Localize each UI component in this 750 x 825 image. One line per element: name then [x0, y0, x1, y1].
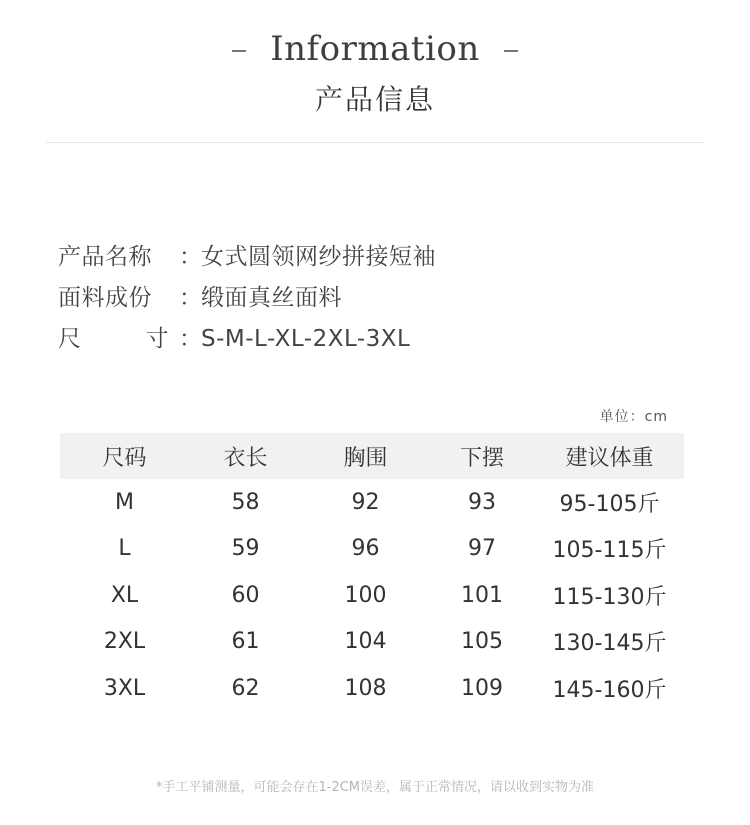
table-cell: L	[118, 536, 131, 562]
info-label: 面料成份	[58, 285, 152, 311]
info-value: S-M-L-XL-2XL-3XL	[201, 326, 411, 352]
table-cell: 3XL	[103, 675, 146, 701]
product-info	[58, 244, 436, 367]
table-cell: 61	[231, 629, 260, 655]
table-cell: 60	[231, 582, 260, 608]
table-cell: 108	[344, 675, 387, 701]
left-dash	[232, 50, 246, 52]
table-row	[60, 619, 684, 666]
table-cell: 130-145斤	[552, 631, 667, 657]
header-divider	[46, 142, 704, 143]
info-label-part: 尺	[58, 326, 82, 352]
header-cell: 建议体重	[565, 445, 654, 471]
info-row-size	[58, 326, 436, 367]
table-cell: 2XL	[103, 629, 146, 655]
info-row-name	[58, 244, 436, 285]
size-table	[60, 433, 684, 712]
table-cell: 109	[461, 675, 503, 701]
table-cell: 95-105斤	[559, 491, 660, 517]
info-colon: ：	[179, 326, 202, 352]
right-dash	[504, 50, 518, 52]
unit-label: 单位：cm	[599, 409, 668, 425]
table-cell: 92	[351, 489, 380, 515]
table-cell: 93	[468, 489, 496, 515]
table-row	[60, 526, 684, 573]
title-chinese: 产品信息	[314, 83, 435, 116]
info-colon: ：	[179, 244, 202, 270]
table-row	[60, 479, 684, 526]
table-cell: 145-160斤	[552, 677, 667, 703]
info-colon: ：	[179, 285, 202, 311]
header-title-line	[0, 29, 750, 69]
table-cell: 59	[231, 536, 260, 562]
table-header-row	[60, 433, 684, 479]
table-cell: 105	[461, 629, 503, 655]
header-cell: 尺码	[102, 445, 147, 471]
info-label-part: 寸	[145, 326, 169, 352]
info-label: 产品名称	[58, 244, 152, 270]
table-cell: 115-130斤	[552, 584, 667, 610]
info-row-fabric	[58, 285, 436, 326]
header-cell: 下摆	[459, 445, 504, 471]
table-cell: 58	[231, 489, 260, 515]
table-cell: 97	[468, 536, 496, 562]
header	[0, 29, 750, 118]
table-cell: 96	[351, 536, 380, 562]
table-cell: 104	[344, 629, 387, 655]
table-cell: 62	[231, 675, 260, 701]
table-cell: XL	[110, 582, 139, 608]
table-cell: 100	[344, 582, 387, 608]
header-cell: 胸围	[343, 445, 388, 471]
table-row	[60, 665, 684, 712]
info-label	[58, 326, 179, 367]
table-cell: 101	[461, 582, 503, 608]
header-cell: 衣长	[223, 445, 268, 471]
table-row	[60, 572, 684, 619]
table-cell: 105-115斤	[552, 538, 667, 564]
info-value: 缎面真丝面料	[201, 285, 342, 311]
measurement-footnote: *手工平铺测量，可能会存在1-2CM误差，属于正常情况，请以收到实物为准	[155, 780, 595, 795]
info-value: 女式圆领网纱拼接短袖	[201, 244, 436, 270]
table-cell: M	[115, 489, 134, 515]
title-english: Information	[270, 29, 480, 69]
